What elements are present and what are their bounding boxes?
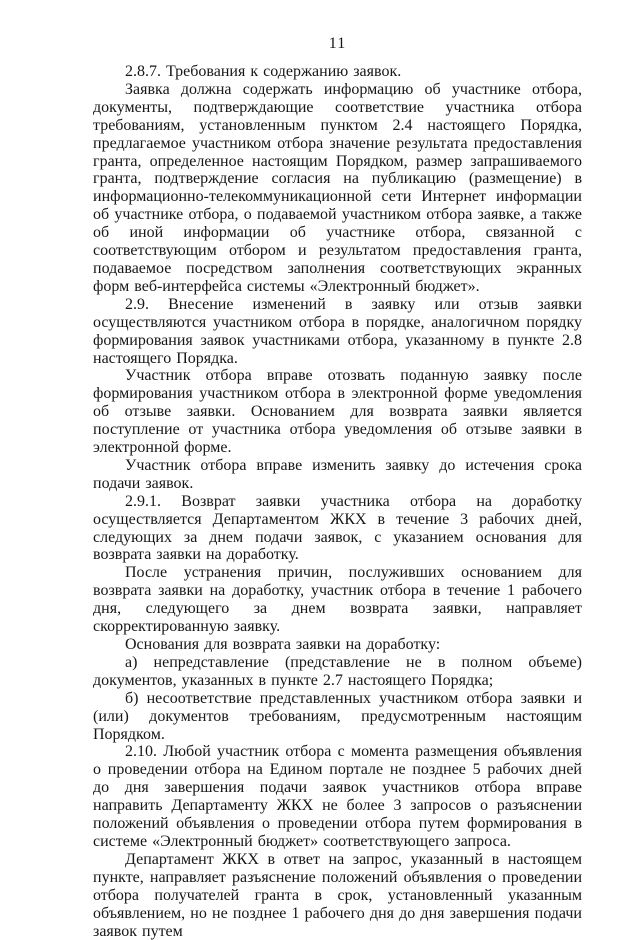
paragraph-modify-application: Участник отбора вправе изменить заявку до истечения срока подачи заявок. <box>93 456 582 492</box>
paragraph-2-10-clarification-requests: 2.10. Любой участник отбора с момента размещения объявления о проведении отбора на Едином портале не позднее 5 рабочих дней до дня завершения подачи заявок участников отбора вправе направить Департаменту ЖКХ не более 3 запросов о разъяснении положений объявления о проведении отбора путем формирования в системе «Электронный бюджет» соответствующего запроса. <box>93 743 582 850</box>
paragraph-department-response: Департамент ЖКХ в ответ на запрос, указанный в настоящем пункте, направляет разъяснение положений объявления о проведении отбора получателей гранта в срок, установленный указанным объявлением, но не позднее 1 рабочего дня до дня завершения подачи заявок путем <box>93 850 582 940</box>
page-number: 11 <box>328 35 347 52</box>
document-body <box>93 63 582 940</box>
paragraph-heading-2-8-7: 2.8.7. Требования к содержанию заявок. <box>125 63 402 80</box>
paragraph-withdraw-application: Участник отбора вправе отозвать поданную заявку после формирования участником отбора в электронной форме уведомления об отзыве заявки. Основанием для возврата заявки является поступление от участника отбора уведомления об отзыве заявки в электронной форме. <box>93 367 582 457</box>
paragraph-2-9-amendments: 2.9. Внесение изменений в заявку или отзыв заявки осуществляются участником отбора в порядке, аналогичном порядку формирования заявок участниками отбора, указанному в пункте 2.8 настоящего Порядка. <box>93 295 582 367</box>
paragraph-2-9-1-return: 2.9.1. Возврат заявки участника отбора на доработку осуществляется Департаментом ЖКХ в течение 3 рабочих дней, следующих за днем подачи заявок, с указанием основания для возврата заявки на доработку. <box>93 492 582 564</box>
paragraph-return-grounds-intro: Основания для возврата заявки на доработку: <box>125 636 441 653</box>
paragraph-application-content: Заявка должна содержать информацию об участнике отбора, документы, подтверждающие соответствие участника отбора требованиям, установленным пунктом 2.4 настоящего Порядка, предлагаемое участником отбора значение результата предоставления гранта, определенное настоящим Порядком, размер запрашиваемого гранта, подтверждение согласия на публикацию (размещение) в информационно-телекоммуникационной сети Интернет информации об участнике отбора, о подаваемой участником отбора заявке, а также об иной информации об участнике отбора, связанной с соответствующим отбором и результатом предоставления гранта, подаваемое посредством заполнения соответствующих экранных форм веб-интерфейса системы «Электронный бюджет». <box>93 80 582 295</box>
paragraph-return-ground-b: б) несоответствие представленных участником отбора заявки и (или) документов требованиям, предусмотренным настоящим Порядком. <box>93 689 582 743</box>
paragraph-return-ground-a: а) непредставление (представление не в полном объеме) документов, указанных в пункте 2.7 настоящего Порядка; <box>93 653 582 689</box>
paragraph-resubmission: После устранения причин, послуживших основанием для возврата заявки на доработку, участник отбора в течение 1 рабочего дня, следующего за днем возврата заявки, направляет скорректированную заявку. <box>93 564 582 636</box>
